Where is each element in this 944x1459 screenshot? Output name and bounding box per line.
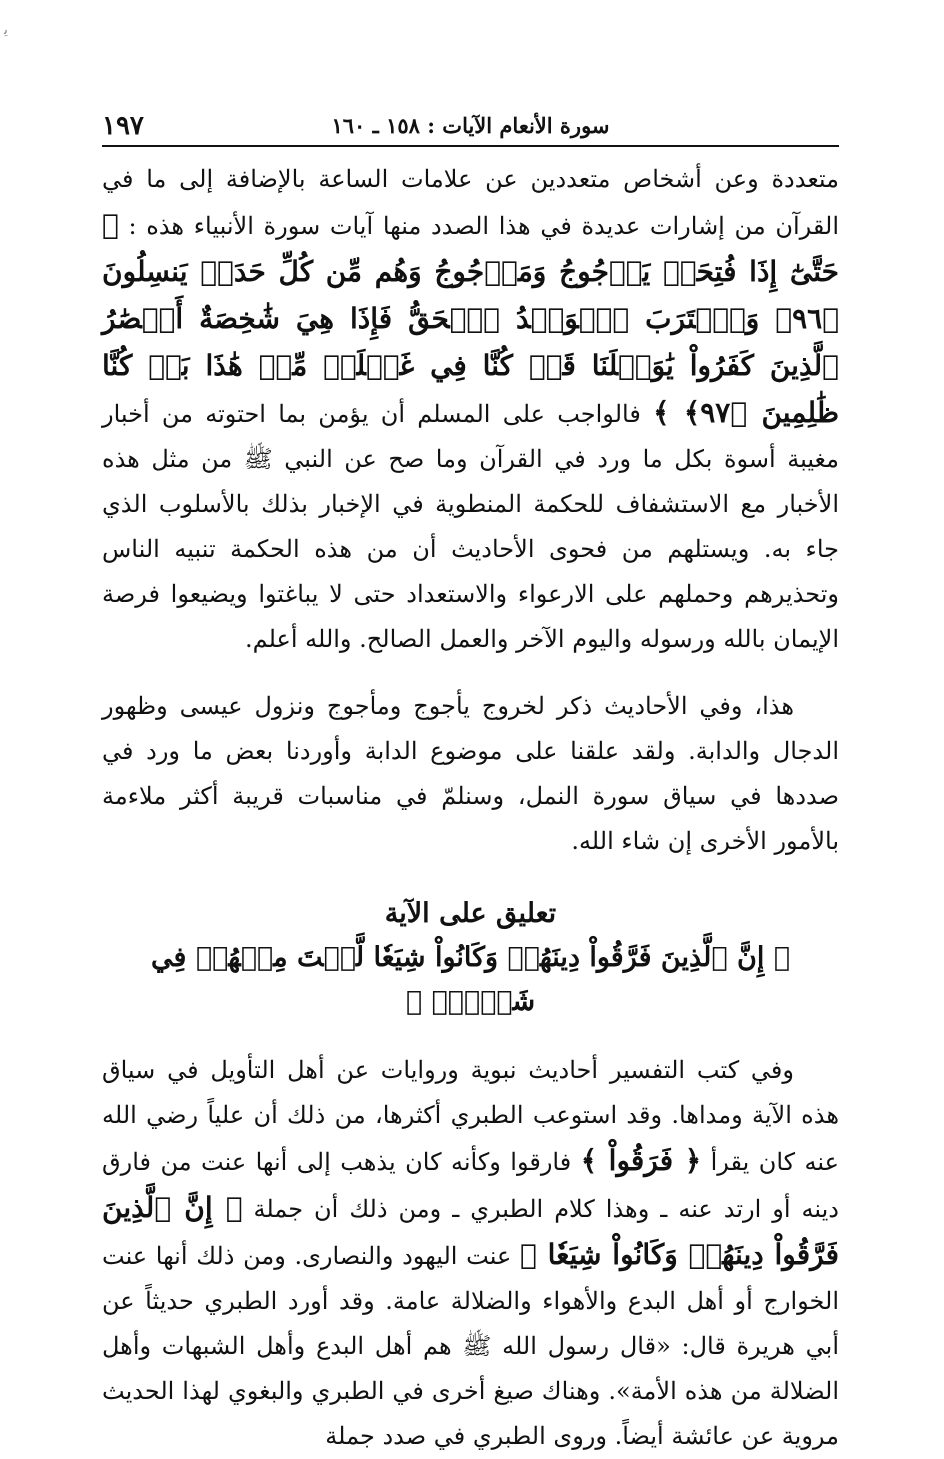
main-text	[102, 157, 839, 1459]
book-page	[102, 105, 839, 1459]
paragraph-spacer	[102, 662, 839, 684]
quran-quote-farqu: ﴿ فَرَقُواْ ﴾	[580, 1144, 702, 1177]
paragraph-1-line-1: متعددة وعن أشخاص متعددين عن علامات الساعة بالإضافة إلى ما في القرآن من	[102, 165, 840, 240]
page-header	[102, 105, 839, 147]
quran-verse-anbiya: ﴿ حَتَّىٰٓ إِذَا فُتِحَتۡ يَأۡجُوجُ وَمَأۡجُوجُ وَهُم مِّن كُلِّ حَدَبٖ يَنسِلُونَ ﴿٩٦﴾ وَٱقۡتَرَبَ ٱلۡوَعۡدُ ٱلۡحَقُّ فَإِذَا هِيَ شَٰخِصَةٌ أَبۡصَٰرُ ٱلَّذِينَ كَفَرُواْ يَٰوَيۡلَنَا قَدۡ كُنَّا فِي غَفۡلَةٖ مِّنۡ هَٰذَا بَلۡ كُنَّا ظَٰلِمِينَ ﴿٩٧﴾ ﴾	[102, 208, 839, 429]
paragraph-3-part-2: فارقوا وكأنه كان يذهب إلى أنها عنت من فارق دينه أو ارتد عنه ـ وهذا كلام الطبري ـ ومن ذلك أن جملة	[102, 1148, 839, 1223]
paragraph-1	[102, 157, 839, 662]
section-title: تعليق على الآية	[384, 898, 557, 929]
page-edge-mark: ﯾ	[4, 22, 8, 38]
running-title: سورة الأنعام الآيات : ١٥٨ ـ ١٦٠	[331, 113, 610, 138]
quran-quote-fa-rraqu: ﴿ إِنَّ ٱلَّذِينَ فَرَّقُواْ دِينَهُمۡ وَكَانُواْ شِيَعٗا ﴾	[102, 1191, 839, 1271]
paragraph-2: هذا، وفي الأحاديث ذكر لخروج يأجوج ومأجوج ونزول عيسى وظهور الدجال والدابة. ولقد علقنا على موضوع الدابة وأوردنا بعض ما ورد في صددها في سياق سورة النمل، وسنلمّ في مناسبات قريبة أكثر ملاءمة بالأمور الأخرى إن شاء الله.	[102, 692, 839, 855]
section-verse: ﴿ إِنَّ ٱلَّذِينَ فَرَّقُواْ دِينَهُمۡ وَكَانُواْ شِيَعٗا لَّسۡتَ مِنۡهُمۡ فِي شَيۡءٍۚ ﴾	[151, 942, 790, 1017]
page-number: ١٩٧	[102, 111, 144, 141]
paragraph-3-part-3: عنت اليهود والنصارى. ومن ذلك أنها عنت الخوارج أو أهل البدع والأهواء والضلالة عامة. وقد أورد الطبري حديثاً عن أبي هريرة قال: «قال رسول الله ﷺ هم أهل البدع وأهل الشبهات وأهل الضلالة من هذه الأمة». وهناك صيغ أخرى في الطبري والبغوي لهذا الحديث مروية عن عائشة أيضاً. وروى الطبري في صدد جملة	[102, 1242, 839, 1450]
paragraph-1-line-2: إشارات عديدة في هذا الصدد منها آيات سورة الأنبياء هذه :	[128, 212, 725, 240]
paragraph-3	[102, 1048, 839, 1459]
paragraph-1-rest: فالواجب على المسلم أن يؤمن بما احتوته من أخبار مغيبة أسوة بكل ما ورد في القرآن وما صح عن النبي ﷺ من مثل هذه الأخبار مع الاستشفاف للحكمة المنطوية في الإخبار بذلك بالأسلوب الذي جاء به. ويستلهم من فحوى الأحاديث أن من هذه الحكمة تنبيه الناس وتحذيرهم وحملهم على الارعواء والاستعداد حتى لا يباغتوا ويضيعوا فرصة الإيمان بالله ورسوله واليوم الآخر والعمل الصالح. والله أعلم.	[102, 400, 839, 653]
section-heading	[102, 892, 839, 1024]
paragraph-3-part-1: وفي كتب التفسير أحاديث نبوية وروايات عن أهل التأويل في سياق هذه الآية ومداها. وقد استوعب الطبري أكثرها، من ذلك أن علياً رضي الله عنه كان يقرأ	[102, 1056, 839, 1176]
section-body	[102, 1048, 839, 1459]
